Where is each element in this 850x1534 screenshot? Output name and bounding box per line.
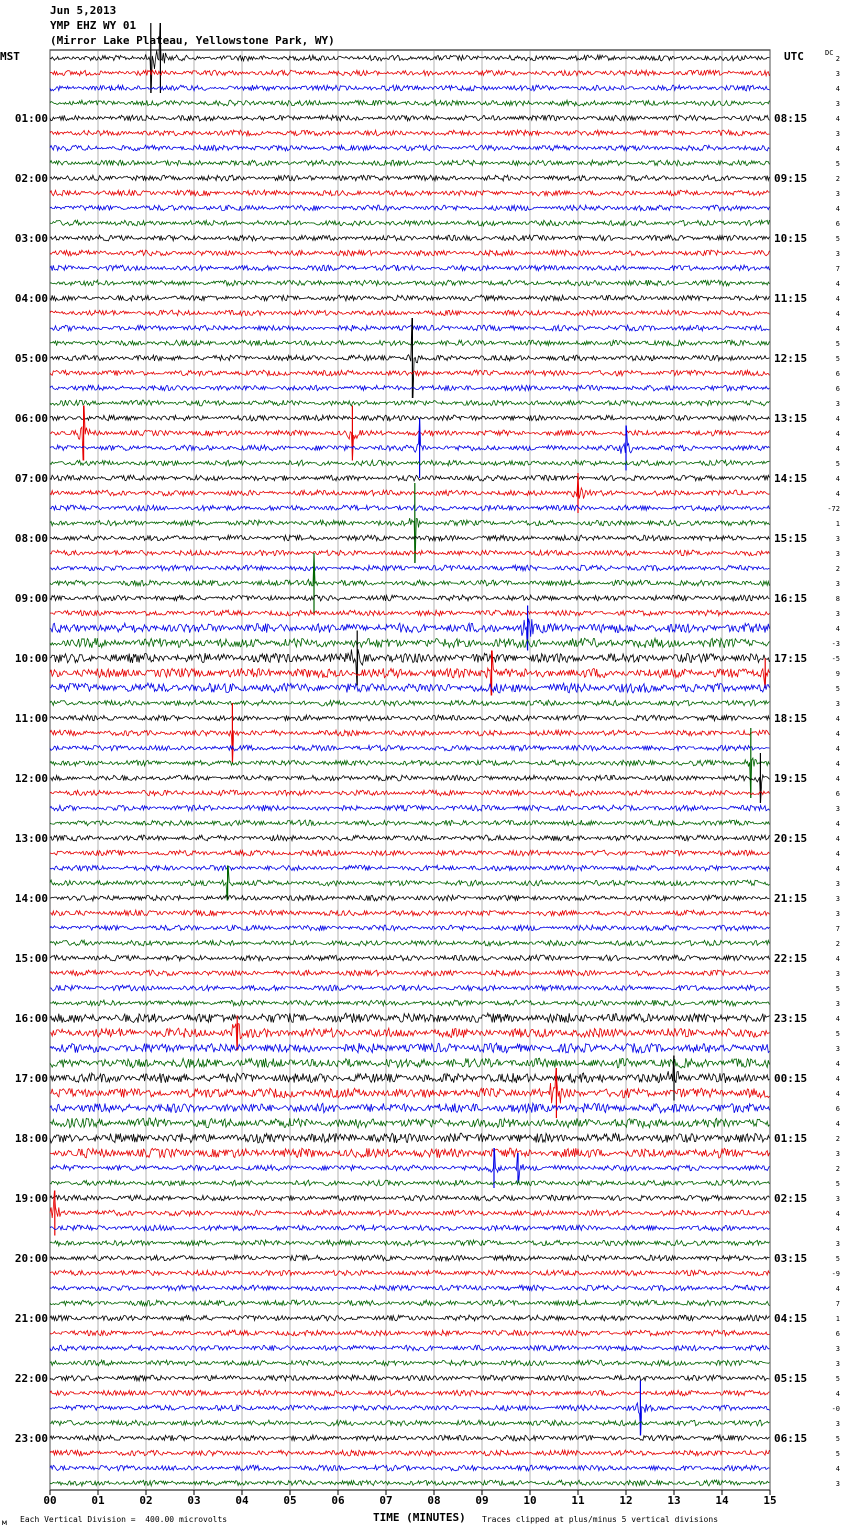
utc-hour-label: 09:15 [774, 172, 808, 185]
utc-hour-label: 08:15 [774, 112, 808, 125]
x-tick-label: 04 [235, 1494, 249, 1507]
dc-offset-label: 3 [835, 1240, 840, 1248]
seismic-trace [50, 190, 769, 196]
utc-hour-label: 01:15 [774, 1132, 808, 1145]
utc-hour-label: 11:15 [774, 292, 808, 305]
utc-hour-label: 21:15 [774, 892, 808, 905]
dc-offset-label: 4 [835, 865, 840, 873]
seismic-trace [50, 1000, 769, 1006]
x-tick-label: 05 [283, 1494, 297, 1507]
scale-text: Each Vertical Division = 400.00 microvolts [20, 1515, 228, 1524]
seismic-trace [50, 23, 769, 93]
dc-offset-label: 3 [835, 1345, 840, 1353]
right-axis-label: UTC [784, 50, 804, 63]
dc-offset-label: 4 [835, 295, 840, 303]
dc-offset-label: 6 [835, 220, 840, 228]
dc-offset-label: 1 [835, 1315, 840, 1323]
utc-hour-label: 05:15 [774, 1372, 808, 1385]
dc-offset-label: -9 [831, 1270, 840, 1278]
dc-offset-label: 3 [835, 610, 840, 618]
x-tick-label: 02 [139, 1494, 153, 1507]
dc-offset-label: 2 [835, 175, 840, 183]
dc-offset-label: 3 [835, 535, 840, 543]
seismic-trace [50, 70, 769, 76]
seismic-trace [50, 683, 769, 693]
x-tick-label: 08 [427, 1494, 441, 1507]
seismic-trace [50, 745, 769, 751]
seismic-trace [50, 318, 769, 398]
utc-hour-label: 18:15 [774, 712, 808, 725]
seismic-trace [50, 790, 769, 796]
seismic-trace [50, 1330, 769, 1336]
dc-offset-label: 3 [835, 970, 840, 978]
dc-offset-label: 7 [835, 1300, 840, 1308]
dc-offset-label: 4 [835, 415, 840, 423]
seismic-trace [50, 715, 769, 721]
seismic-trace [50, 1103, 769, 1113]
dc-offset-label: 4 [835, 730, 840, 738]
x-tick-label: 01 [91, 1494, 105, 1507]
mst-hour-label: 21:00 [14, 1312, 48, 1325]
seismic-trace [50, 638, 769, 648]
mst-hour-label: 12:00 [14, 772, 48, 785]
dc-offset-label: 4 [835, 955, 840, 963]
utc-hour-label: 00:15 [774, 1072, 808, 1085]
dc-offset-label: 4 [835, 205, 840, 213]
mst-hour-label: 06:00 [14, 412, 48, 425]
seismic-trace [50, 940, 769, 946]
dc-offset-label: 3 [835, 250, 840, 258]
seismic-trace [50, 1420, 769, 1426]
x-tick-label: 03 [187, 1494, 201, 1507]
seismic-trace [50, 1058, 769, 1068]
utc-hour-label: 12:15 [774, 352, 808, 365]
seismic-trace [50, 1148, 769, 1158]
dc-offset-label: 7 [835, 925, 840, 933]
dc-offset-label: 3 [835, 130, 840, 138]
dc-offset-label: 4 [835, 850, 840, 858]
seismic-trace [50, 1375, 769, 1381]
mst-hour-label: 14:00 [14, 892, 48, 905]
seismic-trace [50, 85, 769, 91]
dc-offset-label: 3 [835, 1360, 840, 1368]
dc-offset-label: 4 [835, 715, 840, 723]
station-code: YMP EHZ WY 01 [50, 19, 137, 32]
dc-offset-label: 5 [835, 985, 840, 993]
utc-hour-label: 22:15 [774, 952, 808, 965]
dc-offset-label: 6 [835, 370, 840, 378]
dc-offset-label: 4 [835, 625, 840, 633]
dc-offset-label: 5 [835, 235, 840, 243]
seismic-trace [50, 619, 769, 651]
dc-offset-label: -3 [831, 640, 840, 648]
mst-hour-label: 15:00 [14, 952, 48, 965]
seismic-trace [50, 565, 769, 571]
utc-hour-label: 06:15 [774, 1432, 808, 1445]
seismic-trace [50, 1345, 769, 1351]
dc-offset-label: 4 [835, 430, 840, 438]
seismic-trace [50, 1300, 769, 1306]
seismic-trace [50, 850, 769, 856]
dc-offset-label: 5 [835, 1255, 840, 1263]
seismic-trace [50, 406, 769, 461]
dc-offset-label: 3 [835, 1150, 840, 1158]
seismic-trace [50, 1480, 769, 1486]
seismic-trace [50, 280, 769, 286]
seismic-trace [50, 955, 769, 961]
seismic-trace [50, 1191, 769, 1219]
dc-offset-label: 4 [835, 1060, 840, 1068]
utc-hour-label: 10:15 [774, 232, 808, 245]
mst-hour-label: 10:00 [14, 652, 48, 665]
dc-offset-label: 3 [835, 895, 840, 903]
utc-hour-label: 14:15 [774, 472, 808, 485]
dc-offset-label: 4 [835, 1015, 840, 1023]
mst-hour-label: 08:00 [14, 532, 48, 545]
dc-offset-label: 4 [835, 1120, 840, 1128]
utc-hour-label: 17:15 [774, 652, 808, 665]
mst-hour-label: 11:00 [14, 712, 48, 725]
seismic-trace [50, 1225, 769, 1231]
dc-offset-label: 6 [835, 1105, 840, 1113]
dc-offset-label: 4 [835, 835, 840, 843]
dc-offset-label: 5 [835, 1450, 840, 1458]
seismic-trace [50, 160, 769, 166]
seismic-trace [50, 910, 769, 916]
left-axis-label: MST [0, 50, 20, 63]
dc-offset-label: 4 [835, 760, 840, 768]
utc-hour-label: 13:15 [774, 412, 808, 425]
dc-offset-label: 4 [835, 475, 840, 483]
seismic-trace [50, 1013, 769, 1023]
dc-offset-label: 4 [835, 445, 840, 453]
dc-offset-label: 2 [835, 940, 840, 948]
dc-offset-label: 4 [835, 115, 840, 123]
seismic-trace [50, 130, 769, 136]
utc-hour-label: 04:15 [774, 1312, 808, 1325]
seismic-trace [50, 775, 769, 803]
x-axis-title: TIME (MINUTES) [373, 1511, 466, 1524]
dc-offset-label: 3 [835, 550, 840, 558]
dc-offset-label: 3 [835, 1045, 840, 1053]
dc-offset-label: 3 [835, 1000, 840, 1008]
dc-offset-label: 3 [835, 70, 840, 78]
seismic-trace [50, 1435, 769, 1441]
dc-offset-label: -72 [827, 505, 840, 513]
seismic-trace [50, 1068, 769, 1103]
dc-offset-label: 2 [835, 55, 840, 63]
seismic-trace [50, 700, 769, 706]
seismic-trace [50, 100, 769, 106]
mst-hour-label: 09:00 [14, 592, 48, 605]
seismic-trace [50, 610, 769, 616]
x-tick-label: 06 [331, 1494, 345, 1507]
dc-offset-label: 5 [835, 355, 840, 363]
dc-offset-label: 4 [835, 1465, 840, 1473]
dc-offset-label: 5 [835, 1030, 840, 1038]
station-location: (Mirror Lake Plateau, Yellowstone Park, WY) [50, 34, 335, 47]
seismic-trace [50, 1270, 769, 1276]
dc-offset-label: 6 [835, 1330, 840, 1338]
dc-offset-label: 2 [835, 1165, 840, 1173]
dc-offset-label: 4 [835, 1390, 840, 1398]
seismic-trace [50, 340, 769, 346]
seismic-trace [50, 1450, 769, 1456]
dc-offset-label: 2 [835, 565, 840, 573]
dc-offset-label: 4 [835, 775, 840, 783]
seismic-trace [50, 310, 769, 316]
dc-offset-label: 5 [835, 1435, 840, 1443]
dc-offset-label: -5 [831, 655, 840, 663]
x-tick-label: 15 [763, 1494, 777, 1507]
mst-hour-label: 16:00 [14, 1012, 48, 1025]
x-tick-label: 10 [523, 1494, 537, 1507]
x-tick-label: 09 [475, 1494, 489, 1507]
seismic-trace [50, 250, 769, 256]
dc-offset-label: 9 [835, 670, 840, 678]
dc-offset-label: 3 [835, 880, 840, 888]
dc-offset-label: 3 [835, 190, 840, 198]
dc-offset-label: 4 [835, 820, 840, 828]
seismic-trace [50, 1118, 769, 1128]
dc-offset-label: 3 [835, 700, 840, 708]
dc-offset-label: 7 [835, 265, 840, 273]
utc-hour-label: 15:15 [774, 532, 808, 545]
seismic-trace [50, 220, 769, 226]
seismic-trace [50, 1360, 769, 1366]
seismic-trace [50, 835, 769, 841]
mst-hour-label: 13:00 [14, 832, 48, 845]
dc-offset-label: 4 [835, 1075, 840, 1083]
seismic-trace [50, 1390, 769, 1396]
seismic-trace [50, 1180, 769, 1186]
x-tick-label: 13 [667, 1494, 681, 1507]
seismic-trace [50, 925, 769, 931]
seismic-trace [50, 535, 769, 541]
seismic-trace [50, 460, 769, 466]
seismic-trace [50, 985, 769, 991]
seismic-trace [50, 475, 769, 481]
dc-offset-label: 4 [835, 1285, 840, 1293]
dc-offset-label: 6 [835, 385, 840, 393]
seismic-trace [50, 1043, 769, 1053]
mst-hour-label: 05:00 [14, 352, 48, 365]
seismic-trace [50, 325, 769, 331]
clip-text: Traces clipped at plus/minus 5 vertical divisions [482, 1515, 719, 1524]
footer-mark: м [2, 1518, 7, 1527]
seismic-trace [50, 175, 769, 181]
seismic-trace [50, 295, 769, 301]
utc-hour-label: 02:15 [774, 1192, 808, 1205]
dc-offset-label: 4 [835, 85, 840, 93]
dc-offset-label: 6 [835, 790, 840, 798]
plot-date: Jun 5,2013 [50, 4, 117, 17]
dc-offset-label: 4 [835, 1090, 840, 1098]
seismic-trace [50, 385, 769, 391]
x-tick-label: 07 [379, 1494, 393, 1507]
mst-hour-label: 23:00 [14, 1432, 48, 1445]
dc-offset-label: 5 [835, 1180, 840, 1188]
seismic-trace [50, 595, 769, 601]
mst-hour-label: 17:00 [14, 1072, 48, 1085]
seismic-trace [50, 895, 769, 901]
mst-hour-label: 20:00 [14, 1252, 48, 1265]
utc-hour-label: 20:15 [774, 832, 808, 845]
seismic-trace [50, 205, 769, 211]
dc-offset-label: -0 [831, 1405, 840, 1413]
x-tick-label: 00 [43, 1494, 57, 1507]
mst-hour-label: 04:00 [14, 292, 48, 305]
dc-offset-label: 3 [835, 580, 840, 588]
seismic-trace [50, 1255, 769, 1261]
seismic-trace [50, 865, 769, 871]
x-tick-label: 11 [571, 1494, 585, 1507]
dc-offset-label: 2 [835, 1135, 840, 1143]
dc-offset-label: 5 [835, 460, 840, 468]
seismic-trace [50, 505, 769, 511]
seismic-trace [50, 400, 769, 406]
mst-hour-label: 01:00 [14, 112, 48, 125]
dc-offset-label: 5 [835, 340, 840, 348]
dc-offset-label: 3 [835, 100, 840, 108]
utc-hour-label: 23:15 [774, 1012, 808, 1025]
dc-offset-label: 3 [835, 1195, 840, 1203]
dc-offset-label: 4 [835, 145, 840, 153]
dc-offset-label: 5 [835, 160, 840, 168]
mst-hour-label: 18:00 [14, 1132, 48, 1145]
seismic-trace [50, 1133, 769, 1143]
seismic-trace [50, 805, 769, 811]
dc-offset-label: 4 [835, 1225, 840, 1233]
mst-hour-label: 22:00 [14, 1372, 48, 1385]
dc-offset-label: 8 [835, 595, 840, 603]
seismic-trace [50, 1465, 769, 1471]
dc-offset-label: 5 [835, 685, 840, 693]
mst-hour-label: 03:00 [14, 232, 48, 245]
seismic-trace [50, 115, 769, 121]
mst-hour-label: 07:00 [14, 472, 48, 485]
dc-offset-label: 3 [835, 805, 840, 813]
seismic-trace [50, 415, 769, 421]
seismic-trace [50, 235, 769, 241]
dc-label: DC [825, 49, 834, 57]
seismic-trace [50, 145, 769, 151]
dc-offset-label: 3 [835, 910, 840, 918]
dc-offset-label: 5 [835, 1375, 840, 1383]
seismic-trace [50, 1056, 769, 1084]
mst-hour-label: 19:00 [14, 1192, 48, 1205]
dc-offset-label: 4 [835, 1210, 840, 1218]
seismic-trace [50, 1195, 769, 1201]
dc-offset-label: 4 [835, 325, 840, 333]
mst-hour-label: 02:00 [14, 172, 48, 185]
seismic-trace [50, 370, 769, 376]
dc-offset-label: 4 [835, 310, 840, 318]
seismic-trace [50, 1315, 769, 1321]
x-tick-label: 14 [715, 1494, 729, 1507]
dc-offset-label: 4 [835, 745, 840, 753]
dc-offset-label: 3 [835, 1420, 840, 1428]
seismic-trace [50, 1285, 769, 1291]
dc-offset-label: 3 [835, 400, 840, 408]
utc-hour-label: 03:15 [774, 1252, 808, 1265]
seismic-trace [50, 550, 769, 556]
seismic-trace [50, 649, 769, 685]
seismic-trace [50, 1403, 769, 1436]
dc-offset-label: 1 [835, 520, 840, 528]
seismic-trace [50, 265, 769, 271]
dc-offset-label: 3 [835, 1480, 840, 1488]
utc-hour-label: 16:15 [774, 592, 808, 605]
seismic-trace [50, 820, 769, 826]
seismic-trace [50, 970, 769, 976]
dc-offset-label: 4 [835, 490, 840, 498]
x-tick-label: 12 [619, 1494, 633, 1507]
dc-offset-label: 4 [835, 280, 840, 288]
utc-hour-label: 19:15 [774, 772, 808, 785]
seismic-trace [50, 1240, 769, 1246]
